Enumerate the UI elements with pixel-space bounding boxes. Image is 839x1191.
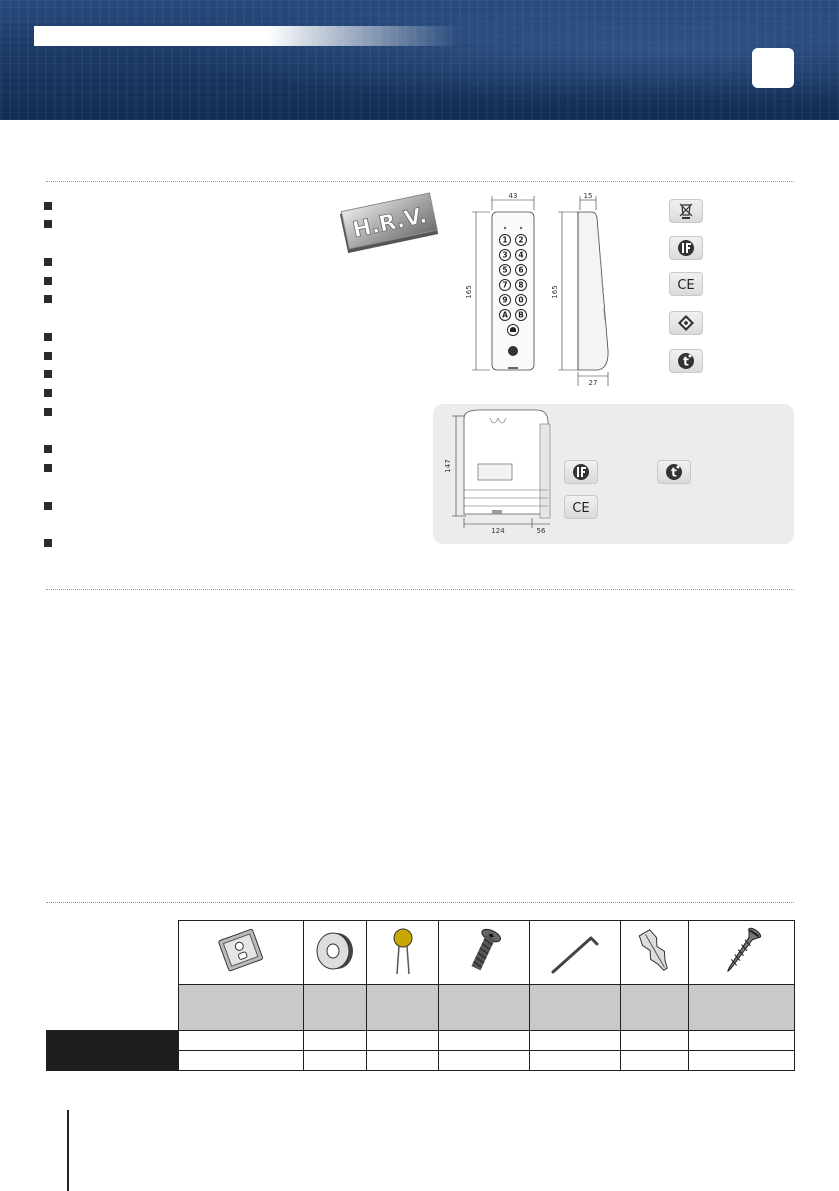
list-bullet <box>44 220 52 228</box>
if-design-icon <box>564 460 598 484</box>
accessory-name-cell <box>530 985 621 1031</box>
row-label-cell <box>47 1031 179 1051</box>
grommet-icon <box>313 929 357 973</box>
varistor-icon <box>388 926 418 976</box>
keypad-key-label: 9 <box>502 295 508 305</box>
row-label-cell <box>47 1051 179 1071</box>
accessory-cell <box>179 921 304 985</box>
approval-mark-icon <box>669 349 703 373</box>
ce-mark-icon <box>564 495 598 519</box>
wall-plug-icon <box>633 926 677 976</box>
page-number-box <box>752 48 794 88</box>
keypad-side-height-label: 165 <box>551 285 559 299</box>
section-divider-bottom <box>46 902 794 903</box>
accessory-name-cell <box>367 985 439 1031</box>
hrv-logo-badge <box>335 184 443 264</box>
list-bullet <box>44 277 52 285</box>
list-bullet <box>44 445 52 453</box>
accessory-cell <box>304 921 367 985</box>
list-bullet <box>44 408 52 416</box>
keypad-front-drawing <box>462 190 552 375</box>
keypad-key-label: A <box>502 310 508 320</box>
keypad-side-drawing <box>548 190 618 390</box>
accessory-cell <box>689 921 795 985</box>
list-bullet <box>44 258 52 266</box>
allen-key-icon <box>545 926 605 976</box>
section-divider-top <box>46 181 794 182</box>
keypad-key-label: 6 <box>518 265 524 275</box>
quantity-cell <box>439 1051 530 1071</box>
svg-text:t: t <box>671 465 677 480</box>
accessory-name-cell <box>179 985 304 1031</box>
quantity-cell <box>179 1051 304 1071</box>
accessory-cell <box>621 921 689 985</box>
quantity-cell <box>367 1051 439 1071</box>
accessory-name-cell <box>304 985 367 1031</box>
keypad-key-label: 5 <box>502 265 508 275</box>
section-divider-middle <box>46 589 794 590</box>
header-banner <box>0 0 839 120</box>
svg-text:CE: CE <box>677 278 695 292</box>
accessories-name-row <box>47 985 795 1031</box>
list-bullet <box>44 389 52 397</box>
accessory-cell <box>530 921 621 985</box>
accessories-table <box>46 920 795 1071</box>
hex-screw-icon <box>464 926 504 976</box>
mounting-plate-icon <box>211 926 271 976</box>
quantity-cell <box>530 1031 621 1051</box>
accessory-cell <box>439 921 530 985</box>
keypad-depth-top-label: 15 <box>583 192 593 200</box>
list-bullet <box>44 202 52 210</box>
list-bullet <box>44 502 52 510</box>
keypad-key-label: 2 <box>518 235 524 245</box>
keypad-depth-bottom-label: 27 <box>588 379 598 387</box>
quantity-cell <box>530 1051 621 1071</box>
quantity-cell <box>689 1031 795 1051</box>
keypad-key-label: 1 <box>502 235 508 245</box>
list-bullet <box>44 539 52 547</box>
accessory-cell <box>367 921 439 985</box>
hrv-logo-text: H.R.V. <box>350 203 430 244</box>
wood-screw-icon <box>717 924 767 978</box>
module-height-label: 147 <box>444 459 452 473</box>
keypad-key-label: 8 <box>518 280 524 290</box>
list-bullet <box>44 295 52 303</box>
control-module-drawing <box>440 406 560 540</box>
keypad-key-label: 7 <box>502 280 508 290</box>
keypad-key-label: 0 <box>518 295 524 305</box>
accessory-name-cell <box>689 985 795 1031</box>
accessory-name-cell <box>439 985 530 1031</box>
keypad-width-label: 43 <box>508 192 518 200</box>
accessories-quantity-row <box>47 1031 795 1051</box>
list-bullet <box>44 370 52 378</box>
quantity-cell <box>689 1051 795 1071</box>
ce-mark-icon <box>669 272 703 296</box>
weee-bin-icon <box>669 199 703 223</box>
module-depth-label: 56 <box>536 527 546 535</box>
quantity-cell <box>621 1031 689 1051</box>
quantity-cell <box>367 1031 439 1051</box>
quantity-cell <box>621 1051 689 1071</box>
quantity-cell <box>179 1031 304 1051</box>
accessories-image-row <box>47 921 795 985</box>
banner-texture <box>0 0 839 120</box>
keypad-height-label: 165 <box>465 285 473 299</box>
approval-mark-icon <box>657 460 691 484</box>
footer-vertical-rule <box>67 1110 69 1191</box>
quantity-cell <box>439 1031 530 1051</box>
rohs-icon <box>669 311 703 335</box>
svg-text:t: t <box>683 354 689 369</box>
banner-title-stripe <box>34 26 459 46</box>
keypad-key-label: 4 <box>518 250 524 260</box>
quantity-cell <box>304 1031 367 1051</box>
list-bullet <box>44 464 52 472</box>
module-width-label: 124 <box>491 527 505 535</box>
accessory-name-cell <box>621 985 689 1031</box>
keypad-key-label: 3 <box>502 250 508 260</box>
keypad-key-label: B <box>518 310 524 320</box>
list-bullet <box>44 352 52 360</box>
quantity-cell <box>304 1051 367 1071</box>
svg-text:CE: CE <box>572 501 590 515</box>
if-design-icon <box>669 236 703 260</box>
accessories-quantity-row <box>47 1051 795 1071</box>
list-bullet <box>44 333 52 341</box>
